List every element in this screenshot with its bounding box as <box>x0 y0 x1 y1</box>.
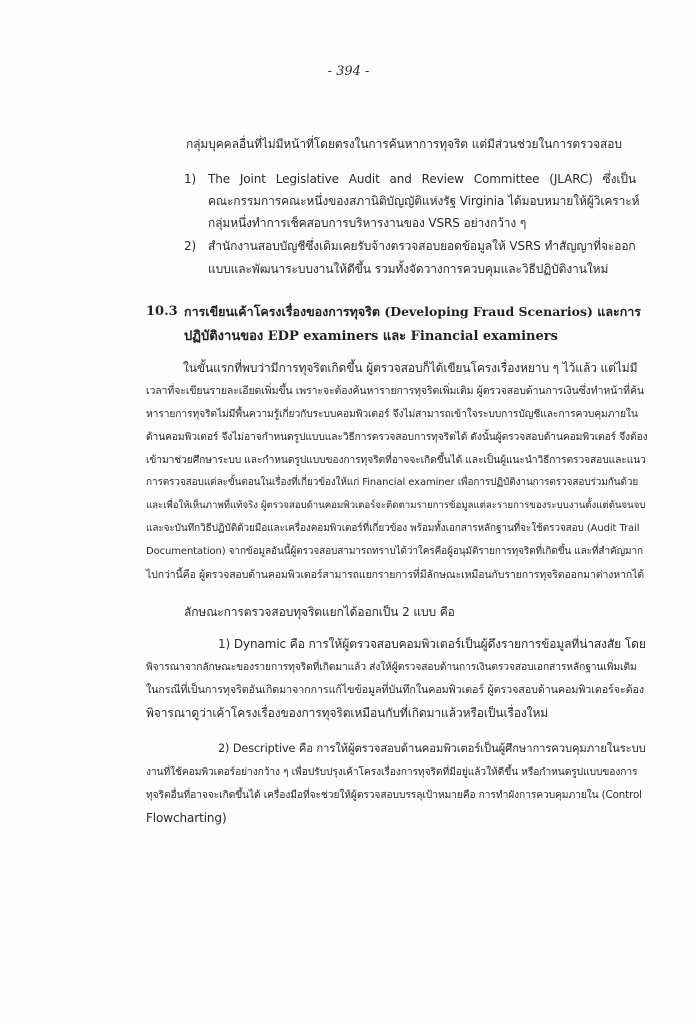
paragraph-line: และจะบันทึกวิธีปฏิบัติด้วยมือและเครื่องคอมพิวเตอร์ที่เกี่ยวข้อง พร้อมทั้งเอกสารหลักฐานที่จะใช้ตรวจสอบ (Audit Trail <box>146 523 640 534</box>
list-item-line: คณะกรรมการคณะหนึ่งของสภานิติบัญญัติแห่งรัฐ Virginia ได้มอบหมายให้ผู้วิเคราะห์ <box>208 194 640 208</box>
paragraph-line: เข้ามาช่วยศึกษาระบบ และกำหนดรูปแบบของการทุจริตที่อาจจะเกิดขึ้นได้ และเป็นผู้แนะนำวิธีการตรวจสอบและแนว <box>146 454 646 466</box>
paragraph-line: พิจารณาดูว่าเค้าโครงเรื่องของการทุจริตเหมือนกับที่เกิดมาแล้วหรือเป็นเรื่องใหม่ <box>146 706 549 720</box>
audit-types-intro: ลักษณะการตรวจสอบทุจริตแยกได้ออกเป็น 2 แบบ คือ <box>184 605 455 619</box>
intro-line: กลุ่มบุคคลอื่นที่ไม่มีหน้าที่โดยตรงในการค้นหาการทุจริต แต่มีส่วนช่วยในการตรวจสอบ <box>186 137 622 151</box>
list-item-line: กลุ่มหนึ่งทำการเช็คสอบการบริหารงานของ VSRS อย่างกว้าง ๆ <box>208 216 527 230</box>
paragraph-line: งานที่ใช้คอมพิวเตอร์อย่างกว้าง ๆ เพื่อปรับปรุงเค้าโครงเรื่องการทุจริตที่มีอยู่แล้วให้ดีขึ้น หรือกำหนดรูปแบบของการ <box>146 766 638 778</box>
paragraph-line: ด้านคอมพิวเตอร์ จึงไม่อาจกำหนดรูปแบบและวิธีการตรวจสอบการทุจริตได้ ดังนั้นผู้ตรวจสอบด้านคอมพิวเตอร์ จึงต้อง <box>146 431 648 443</box>
list-item-line: สำนักงานสอบบัญชีซึ่งเดิมเคยรับจ้างตรวจสอบยอดข้อมูลให้ VSRS ทำสัญญาที่จะออก <box>208 239 636 253</box>
section-title-line: ปฏิบัติงานของ EDP examiners และ Financial examiners <box>184 329 558 344</box>
paragraph-line: 2) Descriptive คือ การให้ผู้ตรวจสอบด้านคอมพิวเตอร์เป็นผู้ศึกษาการควบคุมภายในระบบ <box>218 742 646 755</box>
paragraph-line: ไปกว่านี้คือ ผู้ตรวจสอบด้านคอมพิวเตอร์สามารถแยกรายการที่มีลักษณะเหมือนกับรายการทุจริตออกมาต่างหากได้ <box>146 569 645 581</box>
paragraph-line: พิจารณาจากลักษณะของรายการทุจริตที่เกิดมาแล้ว ส่งให้ผู้ตรวจสอบด้านการเงินตรวจสอบเอกสารหลักฐานเพิ่มเติม <box>146 661 637 673</box>
paragraph-line: การตรวจสอบแต่ละขั้นตอนในเรื่องที่เกี่ยวข้องให้แก่ Financial examiner เพื่อการปฏิบัติงานการตรวจสอบร่วมกันด้วย <box>146 477 639 488</box>
list-marker: 1) <box>184 172 197 186</box>
page-number: - 394 - <box>327 64 370 79</box>
section-title-line: การเขียนเค้าโครงเรื่องของการทุจริต (Developing Fraud Scenarios) และการ <box>184 304 642 319</box>
list-item-line: แบบและพัฒนาระบบงานให้ดีขึ้น รวมทั้งจัดวางการควบคุมและวิธีปฏิบัติงานใหม่ <box>208 262 609 276</box>
paragraph-line: Flowcharting) <box>146 811 227 825</box>
paragraph-line: หารายการทุจริตไม่มีพื้นความรู้เกี่ยวกับระบบคอมพิวเตอร์ จึงไม่สามารถเข้าใจระบบการบัญชีและการควบคุมภายใน <box>146 408 638 420</box>
paragraph-line: Documentation) จากข้อมูลอันนี้ผู้ตรวจสอบสามารถทราบได้ว่าใครคือผู้อนุมัติรายการทุจริตที่เกิดขึ้น และที่สำคัญมาก <box>146 546 643 557</box>
paragraph-line: ทุจริตอื่นที่อาจจะเกิดขึ้นได้ เครื่องมือที่จะช่วยให้ผู้ตรวจสอบบรรลุเป้าหมายคือ การทำผังการควบคุมภายใน (Control <box>146 789 642 801</box>
paragraph-line: ในขั้นแรกที่พบว่ามีการทุจริตเกิดขึ้น ผู้ตรวจสอบก็ได้เขียนโครงเรื่องหยาบ ๆ ไว้แล้ว แต่ไม่มี <box>183 361 638 375</box>
paragraph-line: และเพื่อให้เห็นภาพที่แท้จริง ผู้ตรวจสอบด้านคอมพิวเตอร์จะติดตามรายการข้อมูลแต่ละรายการของระบบงานตั้งแต่ต้นจนจบ <box>146 500 646 511</box>
paragraph-line: 1) Dynamic คือ การให้ผู้ตรวจสอบคอมพิวเตอร์เป็นผู้ดึงรายการข้อมูลที่น่าสงสัย โดย <box>218 637 646 651</box>
paragraph-line: ในกรณีที่เป็นการทุจริตอันเกิดมาจากการแก้ไขข้อมูลที่บันทึกในคอมพิวเตอร์ ผู้ตรวจสอบด้านคอมพิวเตอร์จะต้อง <box>146 683 644 696</box>
section-number: 10.3 <box>146 304 178 319</box>
paragraph-line: เวลาที่จะเขียนรายละเอียดเพิ่มขึ้น เพราะจะต้องค้นหารายการทุจริตเพิ่มเติม ผู้ตรวจสอบด้านการเงินซึ่งทำหน้าที่ค้น <box>146 385 644 397</box>
list-marker: 2) <box>184 239 197 253</box>
list-item-line: The Joint Legislative Audit and Review Committee (JLARC) ซึ่งเป็น <box>208 172 636 186</box>
